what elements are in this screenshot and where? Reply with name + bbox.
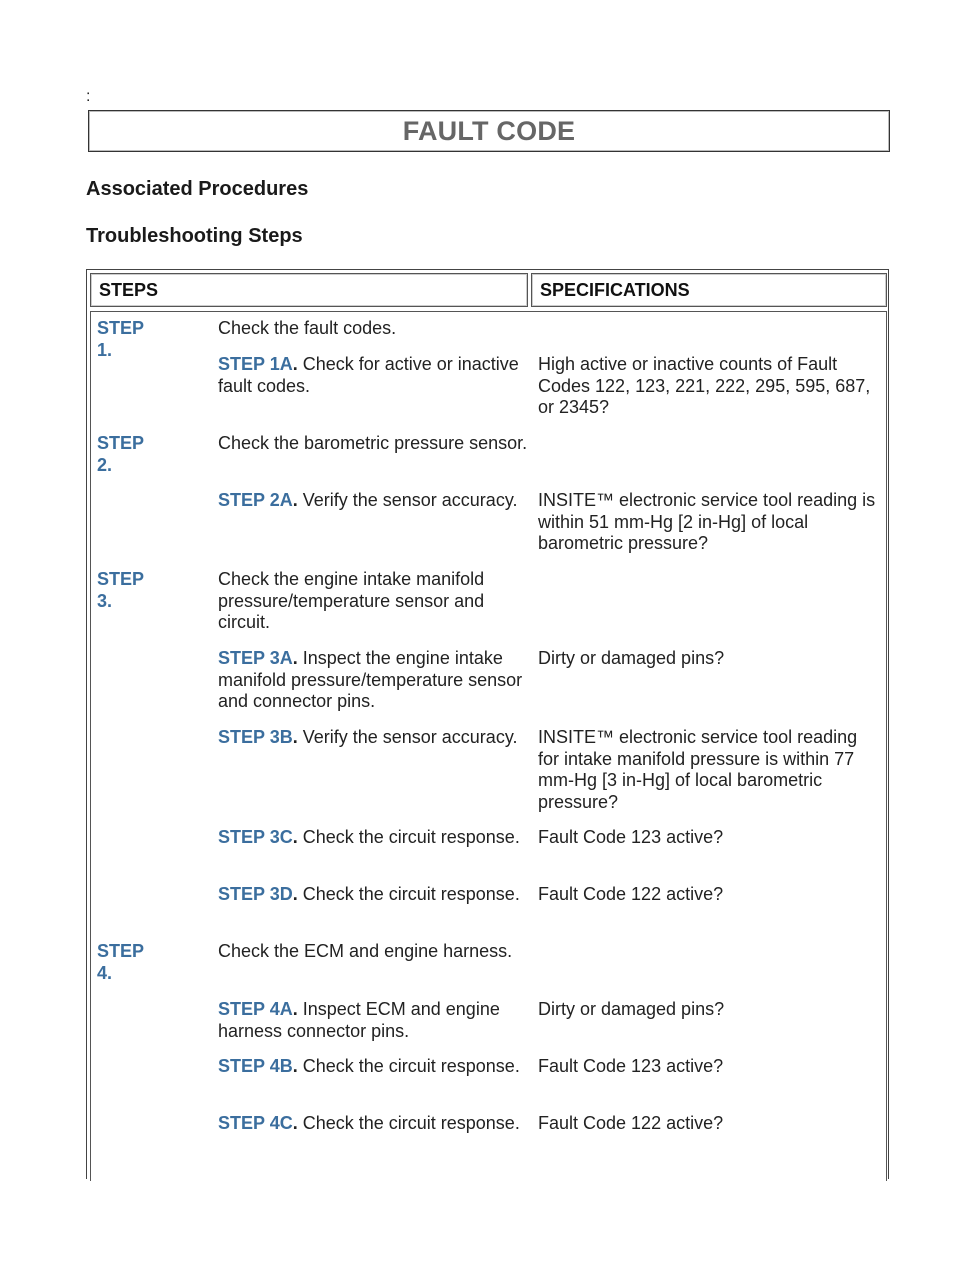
column-header-steps: STEPS: [90, 273, 528, 307]
substep-4a: STEP 4A. Inspect ECM and engine harness connector pins.: [218, 999, 500, 1041]
title-box: [88, 110, 890, 152]
column-header-specifications: SPECIFICATIONS: [531, 273, 887, 307]
substep-2a-label[interactable]: STEP 2A: [218, 490, 293, 510]
substep-1a: STEP 1A. Check for active or inactive fault codes.: [218, 354, 519, 396]
step-1-text: Check the fault codes.: [218, 318, 397, 338]
substep-3c: STEP 3C. Check the circuit response.: [218, 827, 520, 847]
substep-3d: STEP 3D. Check the circuit response.: [218, 884, 520, 904]
substep-1a-label[interactable]: STEP 1A: [218, 354, 293, 374]
substep-4b-label[interactable]: STEP 4B: [218, 1056, 293, 1076]
substep-3c-text: Check the circuit response.: [297, 827, 520, 847]
substep-3b-text: Verify the sensor accuracy.: [297, 727, 518, 747]
substep-4c-text: Check the circuit response.: [297, 1113, 520, 1133]
page-title: FAULT CODE: [402, 115, 576, 146]
substep-2a: STEP 2A. Verify the sensor accuracy.: [218, 490, 518, 510]
substep-3a: STEP 3A. Inspect the engine intake manifold pressure/temperature sensor and connector pins.: [218, 648, 523, 711]
substep-1a-text: Check for active or inactive fault codes.: [218, 354, 519, 396]
substep-2a-spec: INSITE™ electronic service tool reading is within 51 mm-Hg [2 in-Hg] of local barometric pressure?: [538, 490, 876, 553]
substep-3b-spec: INSITE™ electronic service tool reading for intake manifold pressure is within 77 mm-Hg [3 in-Hg] of local barometric pressure?: [538, 727, 858, 812]
substep-4b-spec: Fault Code 123 active?: [538, 1056, 724, 1076]
substep-3c-spec: Fault Code 123 active?: [538, 827, 724, 847]
substep-3a-spec: Dirty or damaged pins?: [538, 648, 725, 668]
step-2-label[interactable]: STEP 2.: [97, 433, 144, 475]
troubleshooting-steps-heading: Troubleshooting Steps: [86, 225, 303, 247]
substep-4a-text: Inspect ECM and engine harness connector pins.: [218, 999, 500, 1041]
substep-1a-spec: High active or inactive counts of Fault Codes 122, 123, 221, 222, 295, 595, 687, or 2345?: [538, 354, 871, 417]
substep-3a-label[interactable]: STEP 3A: [218, 648, 293, 668]
substep-3b: STEP 3B. Verify the sensor accuracy.: [218, 727, 518, 747]
step-3-text: Check the engine intake manifold pressure/temperature sensor and circuit.: [218, 569, 485, 632]
substep-3d-text: Check the circuit response.: [297, 884, 520, 904]
substep-3b-label[interactable]: STEP 3B: [218, 727, 293, 747]
substep-3c-label[interactable]: STEP 3C: [218, 827, 293, 847]
substep-4a-spec: Dirty or damaged pins?: [538, 999, 725, 1019]
substep-4b: STEP 4B. Check the circuit response.: [218, 1056, 520, 1076]
top-mark: :: [86, 88, 91, 105]
step-4-text: Check the ECM and engine harness.: [218, 941, 513, 961]
substep-3d-spec: Fault Code 122 active?: [538, 884, 724, 904]
substep-3a-text: Inspect the engine intake manifold pressure/temperature sensor and connector pins.: [218, 648, 523, 711]
substep-4c: STEP 4C. Check the circuit response.: [218, 1113, 520, 1133]
substep-4c-label[interactable]: STEP 4C: [218, 1113, 293, 1133]
substep-4c-spec: Fault Code 122 active?: [538, 1113, 724, 1133]
step-2-text: Check the barometric pressure sensor.: [218, 433, 528, 453]
substep-3d-label[interactable]: STEP 3D: [218, 884, 293, 904]
substep-4b-text: Check the circuit response.: [297, 1056, 520, 1076]
step-1-label[interactable]: STEP 1.: [97, 318, 144, 360]
step-3-label[interactable]: STEP 3.: [97, 569, 144, 611]
step-4-label[interactable]: STEP 4.: [97, 941, 144, 983]
substep-4a-label[interactable]: STEP 4A: [218, 999, 293, 1019]
substep-2a-text: Verify the sensor accuracy.: [297, 490, 518, 510]
associated-procedures-heading: Associated Procedures: [86, 178, 309, 200]
